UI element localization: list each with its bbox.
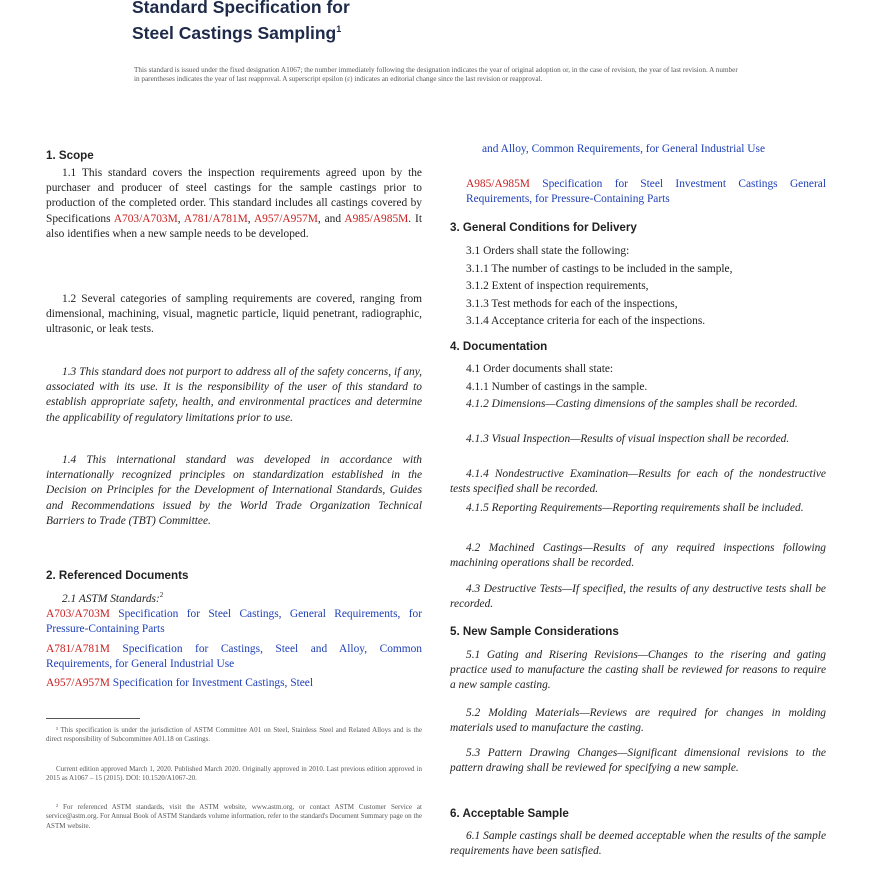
para-1-1 xyxy=(46,166,422,242)
para-1-2: 1.2 Several categories of sampling requirements are covered, ranging from dimensional, machining, visual, magnetic particle, liquid penetrant, radiographic, ultrasonic, or leak tests. xyxy=(46,293,422,336)
para-3-1-1: 3.1.1 The number of castings to be included in the sample, xyxy=(466,263,733,275)
ref-entry-a703 xyxy=(46,607,422,637)
para-4-2: 4.2 Machined Castings—Results of any required inspections following machining operations shall be recorded. xyxy=(450,542,826,570)
section-5-heading: 5. New Sample Considerations xyxy=(450,625,619,638)
footnote-edition: Current edition approved March 1, 2020. Published March 2020. Originally approved in 2010. Last previous edition approved in 2015 as A1067 – 15 (2015). DOI: 10.1520/A1067-20. xyxy=(46,765,422,783)
title-footnote-mark: 1 xyxy=(336,24,342,34)
section-3-heading: 3. General Conditions for Delivery xyxy=(450,221,637,234)
para-3-1-4: 3.1.4 Acceptance criteria for each of the inspections. xyxy=(466,315,706,327)
section-1-heading: 1. Scope xyxy=(46,149,94,162)
para-3-1-2: 3.1.2 Extent of inspection requirements, xyxy=(466,280,649,292)
para-3-1-3: 3.1.3 Test methods for each of the inspections, xyxy=(466,298,678,310)
para-3-1: 3.1 Orders shall state the following: xyxy=(466,245,630,257)
ref-link-a703[interactable]: A703/A703M xyxy=(113,212,178,225)
ref-entry-a781 xyxy=(46,642,422,672)
para-1-1-sep-1: , xyxy=(177,212,184,225)
para-2-1-footnote-mark: 2 xyxy=(159,591,164,599)
para-6-1: 6.1 Sample castings shall be deemed acceptable when the results of the sample requirements have been satisfied. xyxy=(450,830,826,858)
ref-entry-a957-continued[interactable]: and Alloy, Common Requirements, for General Industrial Use xyxy=(482,143,766,155)
ref-entry-a703-title[interactable]: Specification for Steel Castings, General Requirements, for Pressure-Containing Parts xyxy=(46,608,422,636)
ref-link-a957[interactable]: A957/A957M xyxy=(253,212,318,225)
section-2-heading: 2. Referenced Documents xyxy=(46,569,189,582)
footnote-divider xyxy=(46,718,140,719)
para-1-1-sep-2: , xyxy=(247,212,254,225)
ref-entry-a957-title[interactable]: Specification for Investment Castings, Steel xyxy=(109,677,314,689)
para-1-1-text-b: . It also identifies when a new sample needs to be developed. xyxy=(46,212,422,240)
para-4-1-2: 4.1.2 Dimensions—Casting dimensions of the samples shall be recorded. xyxy=(466,398,798,410)
designation-notice: This standard is issued under the fixed designation A1067; the number immediately following the designation indicates the year of original adoption or, in the case of revision, the year of last revision. A number in parentheses indicates the year of last reapproval. A superscript epsilon (ε) indicates an editorial change since the last revision or reapproval. xyxy=(134,66,738,84)
ref-entry-a703-code[interactable]: A703/A703M xyxy=(46,608,110,620)
footnote-1: ¹ This specification is under the jurisdiction of ASTM Committee A01 on Steel, Stainless Steel and Related Alloys and is the direct responsibility of Subcommittee A01.18 on Castings. xyxy=(46,726,422,744)
document-title xyxy=(132,0,350,44)
para-1-1-text-a: 1.1 This standard covers the inspection requirements agreed upon by the purchaser and producer of steel castings for the sample castings prior to production of the completed order. This standard includes all castings covered by Specifications xyxy=(46,167,422,225)
para-5-1: 5.1 Gating and Risering Revisions—Changes to the risering and gating practice used to manufacture the casting shall be reviewed for reasons to require a new sample casting. xyxy=(450,649,826,692)
title-line-2-text: Steel Castings Sampling xyxy=(132,22,337,43)
ref-entry-a957-code[interactable]: A957/A957M xyxy=(46,677,110,689)
para-1-4: 1.4 This international standard was developed in accordance with internationally recognized principles on standardization established in the Decision on Principles for the Development of International Standards, Guides and Recommendations issued by the World Trade Organization Technical Barriers to Trade (TBT) Committee. xyxy=(46,454,422,527)
ref-entry-a781-code[interactable]: A781/A781M xyxy=(46,643,110,655)
para-4-1-1: 4.1.1 Number of castings in the sample. xyxy=(466,381,648,393)
footnote-2: ² For referenced ASTM standards, visit the ASTM website, www.astm.org, or contact ASTM Customer Service at service@astm.org. For Annual Book of ASTM Standards volume information, refer to the standard's Document Summary page on the ASTM website. xyxy=(46,803,422,830)
ref-entry-a985 xyxy=(450,177,826,207)
para-1-3: 1.3 This standard does not purport to address all of the safety concerns, if any, associated with its use. It is the responsibility of the user of this standard to establish appropriate safety, health, and environmental practices and determine the applicability of regulatory limitations prior to use. xyxy=(46,366,422,424)
para-4-1-4: 4.1.4 Nondestructive Examination—Results for each of the nondestructive tests specified shall be recorded. xyxy=(450,468,826,496)
para-2-1 xyxy=(46,588,422,607)
para-5-3: 5.3 Pattern Drawing Changes—Significant dimensional revisions to the pattern drawing shall be reviewed for specifying a new sample. xyxy=(450,747,826,775)
para-4-1-5: 4.1.5 Reporting Requirements—Reporting requirements shall be included. xyxy=(466,502,804,514)
ref-link-a985[interactable]: A985/A985M xyxy=(344,212,409,225)
para-5-2: 5.2 Molding Materials—Reviews are required for changes in molding materials used to manufacture the casting. xyxy=(450,707,826,735)
ref-entry-a985-title[interactable]: Specification for Steel Investment Castings General Requirements, for Pressure-Containing Parts xyxy=(466,178,826,206)
section-4-heading: 4. Documentation xyxy=(450,340,548,353)
ref-link-a781[interactable]: A781/A781M xyxy=(183,212,248,225)
para-4-3: 4.3 Destructive Tests—If specified, the results of any destructive tests shall be recorded. xyxy=(450,583,826,611)
title-line-2 xyxy=(132,18,350,44)
para-2-1-text: 2.1 ASTM Standards: xyxy=(62,592,160,605)
para-4-1-3: 4.1.3 Visual Inspection—Results of visual inspection shall be recorded. xyxy=(466,433,790,445)
ref-entry-a781-title[interactable]: Specification for Castings, Steel and Alloy, Common Requirements, for General Industrial Use xyxy=(46,643,422,671)
para-1-1-sep-3: , and xyxy=(317,212,345,225)
ref-entry-a985-code[interactable]: A985/A985M xyxy=(466,178,530,190)
para-4-1: 4.1 Order documents shall state: xyxy=(466,363,614,375)
ref-entry-a957 xyxy=(46,676,422,691)
section-6-heading: 6. Acceptable Sample xyxy=(450,807,569,820)
title-line-1: Standard Specification for xyxy=(132,0,350,17)
